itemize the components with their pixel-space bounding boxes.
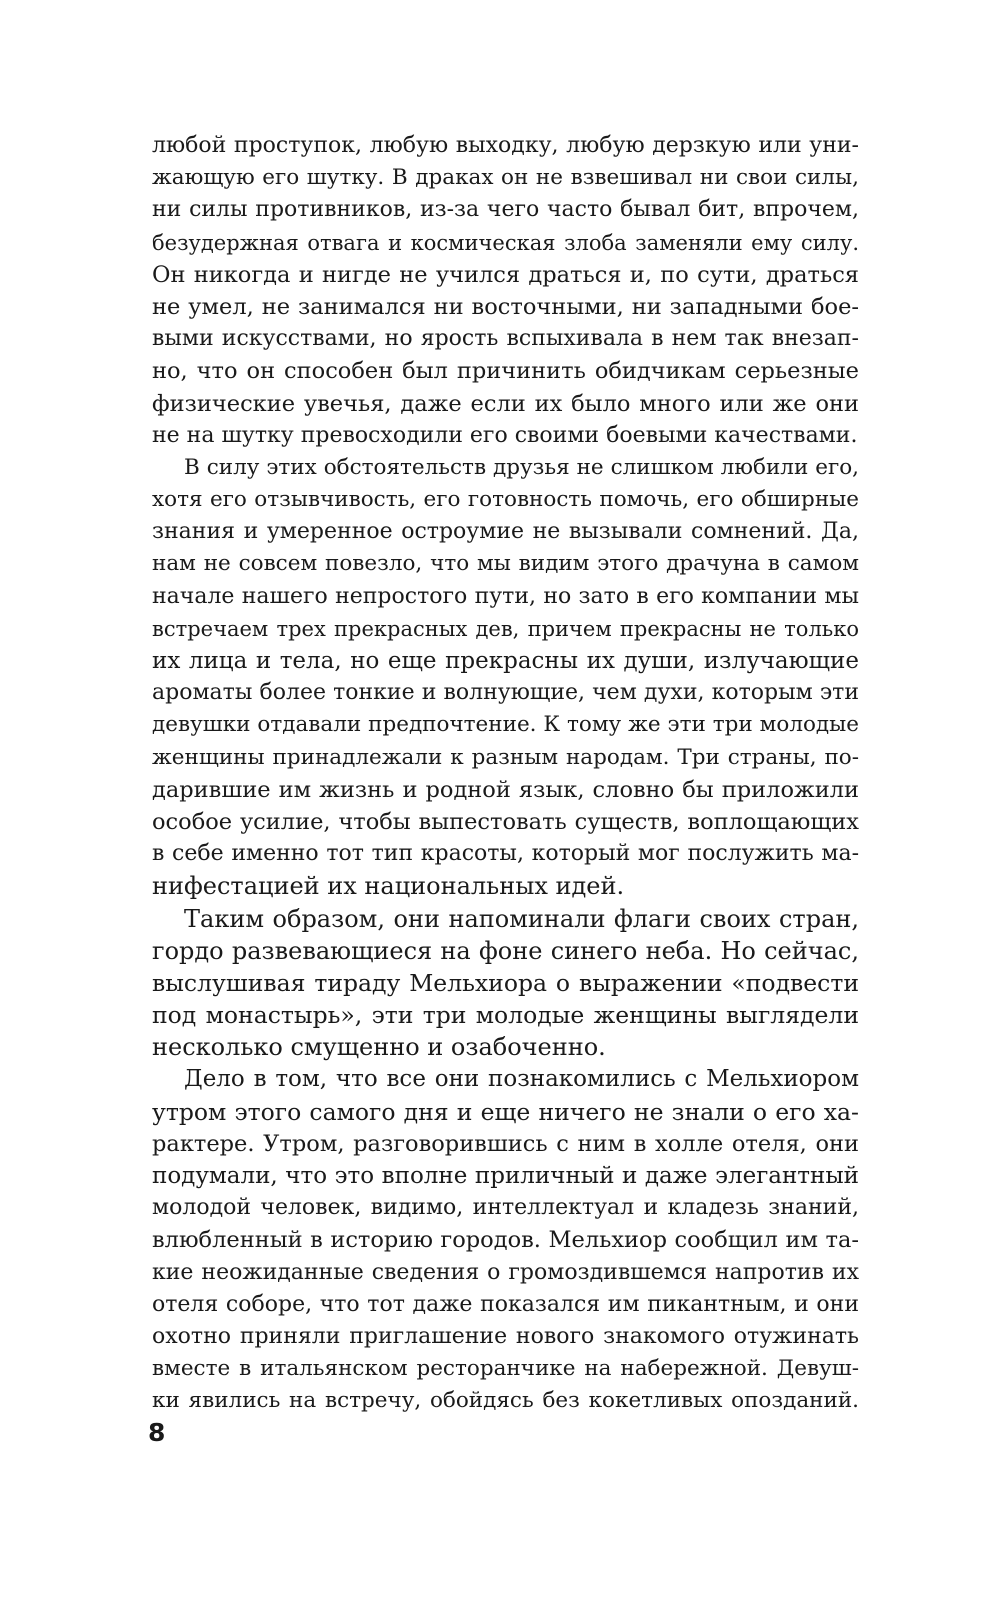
text-line: дарившие им жизнь и родной язык, словно бы приложили xyxy=(152,776,859,803)
text-line: влюбленный в историю городов. Мельхиор сообщил им та- xyxy=(152,1227,859,1254)
text-line: вместе в итальянском ресторанчике на набережной. Девуш- xyxy=(152,1356,859,1382)
text-line: женщины принадлежали к разным народам. Три страны, по- xyxy=(152,744,859,770)
text-line: но, что он способен был причинить обидчикам серьезные xyxy=(152,358,859,385)
text-line: нифестацией их национальных идей. xyxy=(152,872,625,901)
text-line: не на шутку превосходили его своими боевыми качествами. xyxy=(152,422,858,448)
text-line: выми искусствами, но ярость вспыхивала в нем так внезап- xyxy=(152,326,859,352)
text-line: выслушивая тираду Мельхиора о выражении «подвести xyxy=(152,968,859,997)
text-line: знания и умеренное остроумие не вызывали сомнений. Да, xyxy=(152,519,859,545)
text-line: охотно приняли приглашение нового знакомого отужинать xyxy=(152,1323,859,1349)
text-line: Дело в том, что все они познакомились с Мельхиором xyxy=(184,1066,859,1093)
text-line: жающую его шутку. В драках он не взвешивал ни свои силы, xyxy=(152,165,859,191)
text-line: начале нашего непростого пути, но зато в его компании мы xyxy=(152,583,859,609)
text-line: Он никогда и нигде не учился драться и, по сути, драться xyxy=(152,261,859,288)
text-line: нам не совсем повезло, что мы видим этого драчуна в самом xyxy=(152,551,859,577)
text-line: ароматы более тонкие и волнующие, чем духи, которым эти xyxy=(152,680,859,706)
text-line: хотя его отзывчивость, его готовность помочь, его обширные xyxy=(152,487,859,513)
text-line: кие неожиданные сведения о громоздившемся напротив их xyxy=(152,1259,859,1285)
text-line: отеля соборе, что тот даже показался им пикантным, и они xyxy=(152,1291,859,1317)
text-line: особое усилие, чтобы выпестовать существ, воплощающих xyxy=(152,808,859,835)
page-number: 8 xyxy=(148,1418,166,1447)
text-line: рактере. Утром, разговорившись с ним в холле отеля, они xyxy=(152,1130,859,1157)
text-line: ни силы противников, из-за чего часто бывал бит, впрочем, xyxy=(152,197,859,223)
text-line: любой проступок, любую выходку, любую дерзкую или уни- xyxy=(152,133,859,158)
text-line: девушки отдавали предпочтение. К тому же эти три молодые xyxy=(152,712,859,738)
text-line: утром этого самого дня и еще ничего не знали о его ха- xyxy=(152,1097,859,1126)
text-line: безудержная отвага и космическая злоба заменяли ему силу. xyxy=(152,230,859,255)
text-line: В силу этих обстоятельств друзья не слишком любили его, xyxy=(184,454,859,480)
body-text xyxy=(152,130,859,1418)
text-line: подумали, что это вполне приличный и даже элегантный xyxy=(152,1163,859,1189)
text-line: их лица и тела, но еще прекрасны их души, излучающие xyxy=(152,648,859,674)
text-line: не умел, не занимался ни восточными, ни западными бое- xyxy=(152,293,859,320)
text-line: физические увечья, даже если их было много или же они xyxy=(152,390,859,417)
text-line: молодой человек, видимо, интеллектуал и кладезь знаний, xyxy=(152,1195,859,1221)
text-line: в себе именно тот тип красоты, который мог послужить ма- xyxy=(152,841,859,867)
text-line: Таким образом, они напоминали флаги своих стран, xyxy=(184,904,859,933)
text-line: под монастырь», эти три молодые женщины выглядели xyxy=(152,1001,859,1030)
text-line: встречаем трех прекрасных дев, причем прекрасны не только xyxy=(152,616,859,641)
text-line: несколько смущенно и озабоченно. xyxy=(152,1033,606,1062)
text-line: гордо развевающиеся на фоне синего неба. Но сейчас, xyxy=(152,936,859,965)
text-line: ки явились на встречу, обойдясь без кокетливых опозданий. xyxy=(152,1388,859,1414)
